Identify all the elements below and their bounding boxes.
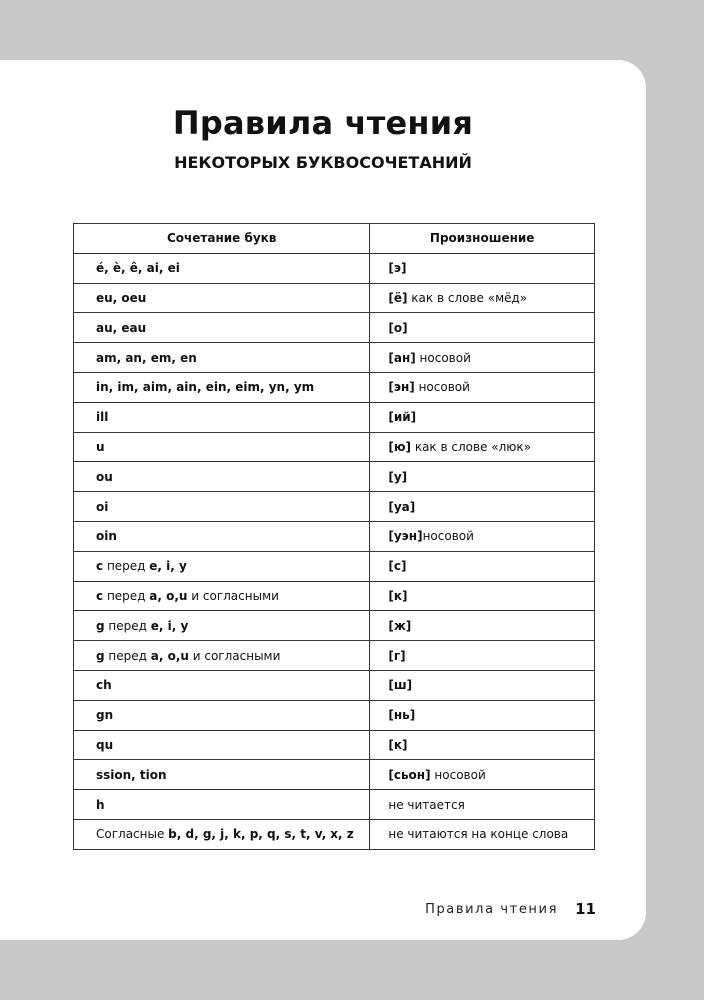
pronunciation-cell <box>370 372 595 402</box>
pronunciation-cell <box>370 343 595 373</box>
letter-combination-cell-text: перед <box>103 559 150 574</box>
pronunciation-cell-text: носовой <box>430 767 486 782</box>
table-row <box>74 253 595 283</box>
pronunciation-cell-text: [нь] <box>388 708 416 723</box>
pronunciation-cell <box>370 253 595 283</box>
letter-combination-cell-text: и согласными <box>188 648 281 663</box>
letter-combination-cell-text: b, d, g, j, k, p, q, s, t, v, x, z <box>168 827 354 842</box>
pronunciation-cell <box>370 313 595 343</box>
pronunciation-cell <box>370 402 595 432</box>
letter-combination-cell <box>74 819 370 849</box>
letter-combination-cell <box>74 253 370 283</box>
column-header-pronunciation: Произношение <box>370 224 595 254</box>
letter-combination-cell <box>74 283 370 313</box>
letter-combination-cell-text: g <box>96 618 105 633</box>
letter-combination-cell-text: au, eau <box>96 320 147 335</box>
pronunciation-cell-text: [сьон] <box>388 767 431 782</box>
table-row <box>74 551 595 581</box>
pronunciation-cell <box>370 641 595 671</box>
pronunciation-cell <box>370 462 595 492</box>
table-row <box>74 730 595 760</box>
page-subtitle: НЕКОТОРЫХ БУКВОСОЧЕТАНИЙ <box>174 153 472 172</box>
letter-combination-cell-text: с <box>96 559 104 574</box>
letter-combination-cell-text: é, è, ê, ai, ei <box>96 261 180 276</box>
table-row <box>74 283 595 313</box>
letter-combination-cell <box>74 462 370 492</box>
letter-combination-cell <box>74 700 370 730</box>
table-row <box>74 760 595 790</box>
page-number: 11 <box>575 900 596 918</box>
letter-combination-cell <box>74 551 370 581</box>
letter-combination-cell-text: in, im, aim, ain, ein, eim, yn, ym <box>96 380 315 395</box>
letter-combination-cell-text: перед <box>104 648 151 663</box>
letter-combination-cell-text: eu, oeu <box>96 290 147 305</box>
pronunciation-cell <box>370 581 595 611</box>
pronunciation-cell-text: [ий] <box>388 410 417 425</box>
pronunciation-cell-text: [ё] <box>388 290 408 305</box>
letter-combination-cell-text: a, o,u <box>150 648 189 663</box>
table-row <box>74 581 595 611</box>
pronunciation-cell <box>370 730 595 760</box>
pronunciation-cell <box>370 760 595 790</box>
pronunciation-cell <box>370 521 595 551</box>
pronunciation-cell-text: носовой <box>415 350 471 365</box>
reading-rules-table <box>73 223 595 850</box>
pronunciation-cell <box>370 492 595 522</box>
table-row <box>74 343 595 373</box>
pronunciation-cell <box>370 819 595 849</box>
column-header-combination: Сочетание букв <box>74 224 370 254</box>
pronunciation-cell <box>370 670 595 700</box>
letter-combination-cell <box>74 402 370 432</box>
letter-combination-cell-text: gn <box>96 708 114 723</box>
pronunciation-cell-text: [г] <box>388 648 406 663</box>
letter-combination-cell <box>74 372 370 402</box>
table-row <box>74 372 595 402</box>
letter-combination-cell-text: ill <box>96 410 109 425</box>
letter-combination-cell-text: e, i, y <box>150 618 189 633</box>
pronunciation-cell <box>370 283 595 313</box>
letter-combination-cell-text: перед <box>104 618 151 633</box>
pronunciation-cell-text: [ан] <box>388 350 416 365</box>
pronunciation-cell-text: носовой <box>414 380 470 395</box>
letter-combination-cell-text: ch <box>96 678 112 693</box>
letter-combination-cell <box>74 343 370 373</box>
table-row <box>74 790 595 820</box>
letter-combination-cell <box>74 760 370 790</box>
letter-combination-cell <box>74 521 370 551</box>
letter-combination-cell-text: ssion, tion <box>96 767 167 782</box>
table-body <box>74 253 595 849</box>
letter-combination-cell-text: с <box>96 588 104 603</box>
letter-combination-cell-text: am, an, em, en <box>96 350 197 365</box>
letter-combination-cell <box>74 641 370 671</box>
letter-combination-cell <box>74 492 370 522</box>
running-footer-section: Правила чтения <box>425 902 558 917</box>
pronunciation-cell-text: не читаются на конце слова <box>388 827 569 842</box>
pronunciation-cell-text: [ж] <box>388 618 412 633</box>
table-row <box>74 700 595 730</box>
pronunciation-cell-text: [у] <box>388 469 408 484</box>
book-page <box>0 60 646 940</box>
pronunciation-cell-text: [уэн] <box>388 529 423 544</box>
letter-combination-cell-text: e, i, y <box>149 559 187 574</box>
pronunciation-cell-text: носовой <box>422 529 474 544</box>
letter-combination-cell <box>74 730 370 760</box>
pronunciation-cell-text: как в слове «люк» <box>411 439 531 454</box>
pronunciation-cell <box>370 790 595 820</box>
letter-combination-cell-text: a, o,u <box>149 588 188 603</box>
table-row <box>74 313 595 343</box>
table-row <box>74 492 595 522</box>
pronunciation-cell-text: [эн] <box>388 380 415 395</box>
pronunciation-cell <box>370 611 595 641</box>
pronunciation-cell-text: [к] <box>388 588 408 603</box>
table-row <box>74 402 595 432</box>
pronunciation-cell <box>370 432 595 462</box>
table-row <box>74 611 595 641</box>
letter-combination-cell-text: перед <box>103 588 150 603</box>
letter-combination-cell-text: ou <box>96 469 113 484</box>
pronunciation-cell-text: не читается <box>388 797 465 812</box>
table-row <box>74 521 595 551</box>
table-row <box>74 819 595 849</box>
pronunciation-cell-text: [к] <box>388 737 408 752</box>
letter-combination-cell <box>74 313 370 343</box>
letter-combination-cell-text: h <box>96 797 105 812</box>
letter-combination-cell <box>74 611 370 641</box>
letter-combination-cell <box>74 581 370 611</box>
pronunciation-cell <box>370 700 595 730</box>
pronunciation-cell-text: [с] <box>388 559 407 574</box>
letter-combination-cell-text: Согласные <box>96 827 169 842</box>
letter-combination-cell-text: oin <box>96 529 117 544</box>
letter-combination-cell <box>74 432 370 462</box>
pronunciation-cell-text: как в слове «мёд» <box>407 290 528 305</box>
table-row <box>74 432 595 462</box>
letter-combination-cell-text: и согласными <box>187 588 279 603</box>
pronunciation-cell-text: [ю] <box>388 439 412 454</box>
letter-combination-cell-text: u <box>96 439 105 454</box>
letter-combination-cell-text: g <box>96 648 105 663</box>
table-header-row <box>74 224 595 254</box>
table-row <box>74 670 595 700</box>
letter-combination-cell <box>74 790 370 820</box>
letter-combination-cell <box>74 670 370 700</box>
pronunciation-cell-text: [уа] <box>388 499 416 514</box>
pronunciation-cell-text: [о] <box>388 320 408 335</box>
letter-combination-cell-text: qu <box>96 737 114 752</box>
table-row <box>74 641 595 671</box>
pronunciation-cell-text: [ш] <box>388 678 413 693</box>
pronunciation-cell <box>370 551 595 581</box>
table-row <box>74 462 595 492</box>
letter-combination-cell-text: oi <box>96 499 109 514</box>
page-title: Правила чтения <box>172 104 474 142</box>
pronunciation-cell-text: [э] <box>388 261 407 276</box>
